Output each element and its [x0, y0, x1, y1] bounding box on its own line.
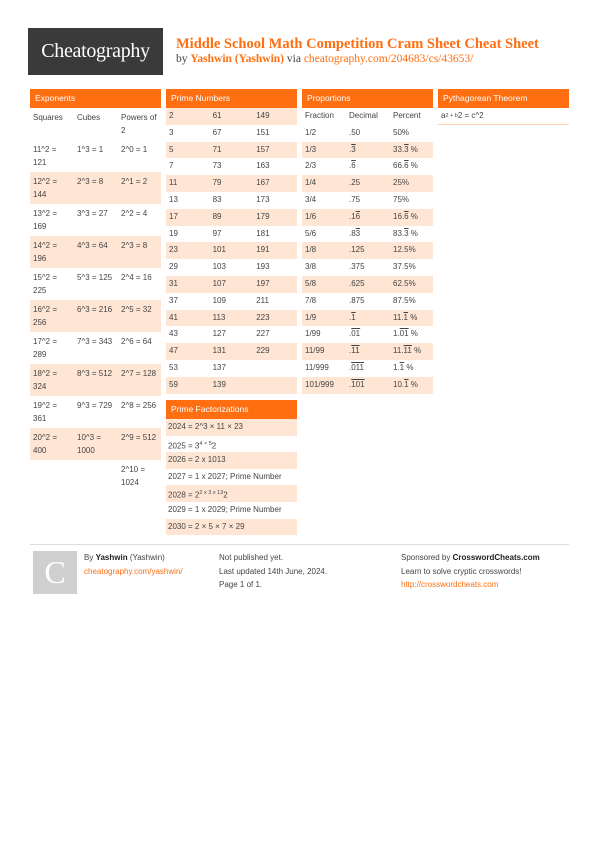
table-cell: 139 — [212, 379, 226, 389]
table-cell: 1^3 = 1 — [77, 145, 104, 154]
table-cell: 2^5 = 32 — [121, 305, 152, 314]
table-row — [166, 360, 297, 377]
table-cell: 15^2 = 225 — [33, 273, 57, 295]
percent-cell: 1.1 % — [393, 362, 414, 372]
percent-cell: 25% — [393, 178, 410, 188]
table-row — [30, 204, 161, 236]
percent-cell: 83.3 % — [393, 228, 418, 238]
table-cell: 191 — [256, 245, 270, 255]
decimal-cell: .011 — [349, 362, 364, 372]
factorization-2025: $2025 = 3^{4 \times 5}2$ — [168, 440, 217, 451]
percent-cell: 75% — [393, 194, 410, 204]
proportions-section — [302, 89, 433, 394]
factorization-2029: 2029 = 1 x 2029; Prime Number — [168, 504, 282, 514]
table-row — [302, 158, 433, 175]
decimal-cell: .625 — [349, 278, 365, 288]
percent-cell: 12.5% — [393, 245, 416, 255]
table-cell: 17 — [169, 211, 178, 221]
table-cell: 2^0 = 1 — [121, 145, 148, 154]
table-row — [30, 396, 161, 428]
table-cell: 67 — [212, 127, 222, 137]
decimal-cell: .25 — [349, 178, 361, 188]
table-cell: 3^3 = 27 — [77, 209, 108, 218]
decimal-cell: .11 — [349, 346, 360, 356]
fraction-cell: 5/8 — [305, 278, 317, 288]
table-cell: 223 — [256, 312, 270, 322]
column-header: Decimal — [349, 111, 378, 120]
table-row — [30, 268, 161, 300]
table-row — [166, 175, 297, 192]
pythagorean-section — [438, 89, 569, 125]
sponsor-link[interactable]: http://crosswordcheats.com — [401, 580, 499, 589]
table-row — [166, 293, 297, 310]
table-cell: 5^3 = 125 — [77, 273, 113, 282]
table-cell: 20^2 = 400 — [33, 433, 57, 455]
fraction-cell: 1/2 — [305, 127, 317, 137]
table-cell: 13 — [169, 194, 178, 204]
footer-author-name[interactable]: Yashwin — [95, 553, 128, 562]
fraction-cell: 1/6 — [305, 211, 317, 221]
table-cell: 2^3 = 8 — [77, 177, 104, 186]
percent-cell: 66.6 % — [393, 161, 418, 171]
table-cell: 163 — [256, 161, 270, 171]
exponents-section — [30, 89, 161, 492]
table-cell: 47 — [169, 346, 178, 356]
table-row — [166, 469, 297, 486]
factorization-2026: 2026 = 2 x 1013 — [168, 455, 226, 465]
table-row — [166, 142, 297, 159]
table-cell: 5 — [169, 144, 174, 154]
factorization-2028: $2028 = 2^{2 x 3 x 13}2$ — [168, 490, 228, 501]
table-row — [166, 259, 297, 276]
footer-author — [84, 551, 183, 578]
table-cell: 37 — [169, 295, 178, 305]
table-row — [302, 142, 433, 159]
table-row — [302, 259, 433, 276]
table-cell: 73 — [212, 161, 222, 171]
table-row — [302, 326, 433, 343]
footer-sponsor — [401, 551, 540, 592]
table-cell: 127 — [212, 329, 226, 339]
fraction-cell: 11/999 — [305, 362, 329, 372]
table-row — [302, 343, 433, 360]
exponents-header-row — [30, 108, 161, 140]
table-cell: 18^2 = 324 — [33, 369, 57, 391]
table-cell: 16^2 = 256 — [33, 305, 57, 327]
fraction-cell: 1/3 — [305, 144, 317, 154]
fraction-cell: 3/8 — [305, 262, 317, 272]
decimal-cell: .6 — [349, 161, 356, 171]
table-row — [166, 326, 297, 343]
table-cell: 13^2 = 169 — [33, 209, 57, 231]
percent-cell: 11.1 % — [393, 312, 418, 322]
decimal-cell: .101 — [349, 379, 365, 389]
column-header: Cubes — [77, 113, 101, 122]
byline — [176, 53, 473, 65]
page-title: Middle School Math Competition Cram Sheet Cheat Sheet — [176, 36, 539, 52]
by-label: by — [176, 53, 188, 65]
table-cell — [30, 460, 74, 492]
table-cell — [253, 360, 297, 377]
table-cell: 2 — [169, 111, 174, 120]
table-cell: 197 — [256, 278, 270, 288]
table-cell: 11 — [169, 178, 178, 188]
table-cell: 8^3 = 512 — [77, 369, 113, 378]
table-row — [166, 125, 297, 142]
table-row — [30, 428, 161, 460]
footer-author-handle: (Yashwin) — [129, 553, 165, 562]
fraction-cell: 7/8 — [305, 295, 317, 305]
table-cell: 12^2 = 144 — [33, 177, 57, 199]
prime-factorizations-section — [166, 400, 297, 535]
decimal-cell: .3 — [349, 144, 356, 154]
table-cell: 151 — [256, 127, 270, 137]
column-header: Fraction — [305, 111, 334, 120]
table-row — [166, 502, 297, 519]
table-cell: 23 — [169, 245, 178, 255]
table-row — [166, 276, 297, 293]
table-row — [166, 343, 297, 360]
table-cell: 211 — [256, 295, 269, 305]
table-row — [166, 108, 297, 125]
table-cell: 2^10 = 1024 — [121, 465, 145, 487]
table-cell: 29 — [169, 262, 178, 272]
table-row — [302, 360, 433, 377]
fraction-cell: 2/3 — [305, 161, 317, 171]
table-cell: 19^2 = 361 — [33, 401, 57, 423]
table-cell: 71 — [212, 144, 222, 154]
fraction-cell: 1/4 — [305, 178, 317, 188]
table-cell: 53 — [169, 362, 178, 372]
table-cell: 17^2 = 289 — [33, 337, 57, 359]
table-row — [30, 300, 161, 332]
table-row — [302, 125, 433, 142]
table-cell: 2^9 = 512 — [121, 433, 157, 442]
table-cell: 31 — [169, 278, 178, 288]
decimal-cell: .83 — [349, 228, 361, 238]
published-status: Not published yet. — [219, 553, 284, 562]
decimal-cell: .875 — [349, 295, 365, 305]
table-cell: 79 — [212, 178, 222, 188]
prime-factorizations-heading: Prime Factorizations — [166, 400, 297, 419]
percent-cell: 10.1 % — [393, 379, 418, 389]
table-row — [166, 436, 297, 453]
table-cell: 41 — [169, 312, 178, 322]
table-row — [166, 209, 297, 226]
table-cell: 113 — [212, 312, 226, 322]
table-row — [302, 192, 433, 209]
table-cell: 10^3 = 1000 — [77, 433, 101, 455]
table-cell: 9^3 = 729 — [77, 401, 113, 410]
table-row — [30, 460, 161, 492]
fraction-cell: 1/9 — [305, 312, 317, 322]
percent-cell: 62.5% — [393, 278, 416, 288]
fraction-cell: 3/4 — [305, 194, 317, 204]
table-row — [302, 226, 433, 243]
decimal-cell: .375 — [349, 262, 365, 272]
table-cell: 131 — [212, 346, 226, 356]
decimal-cell: .01 — [349, 329, 361, 339]
table-cell: 2^6 = 64 — [121, 337, 152, 346]
footer-by-label: By — [84, 553, 94, 562]
fraction-cell: 1/99 — [305, 329, 321, 339]
table-cell: 2^3 = 8 — [121, 241, 148, 250]
table-row — [30, 332, 161, 364]
footer-author-link[interactable]: cheatography.com/yashwin/ — [84, 566, 183, 576]
factorization-2030: 2030 = 2 × 5 × 7 × 29 — [168, 521, 245, 531]
footer-publish-info — [219, 551, 327, 592]
table-cell: 61 — [212, 111, 222, 120]
table-row — [166, 452, 297, 469]
table-row — [166, 419, 297, 436]
decimal-cell: .125 — [349, 245, 365, 255]
percent-cell: 11.11 % — [393, 346, 422, 356]
table-row — [166, 377, 297, 394]
table-cell: 97 — [212, 228, 222, 238]
author-avatar[interactable]: C — [33, 551, 77, 594]
table-row — [302, 276, 433, 293]
table-row — [302, 209, 433, 226]
table-cell: 2^7 = 128 — [121, 369, 157, 378]
table-cell: 137 — [212, 362, 226, 372]
percent-cell: 33.3 % — [393, 144, 418, 154]
table-row — [30, 364, 161, 396]
table-cell: 14^2 = 196 — [33, 241, 57, 263]
fraction-cell: 1/8 — [305, 245, 317, 255]
fraction-cell: 5/6 — [305, 228, 317, 238]
decimal-cell: .75 — [349, 194, 361, 204]
percent-cell: 37.5% — [393, 262, 416, 272]
author-link[interactable]: Yashwin (Yashwin) — [190, 53, 285, 65]
table-cell: 193 — [256, 262, 270, 272]
table-cell: 229 — [256, 346, 270, 356]
percent-cell: 1.01 % — [393, 329, 418, 339]
table-cell: 11^2 = 121 — [33, 145, 57, 167]
decimal-cell: .16 — [349, 211, 361, 221]
decimal-cell: .50 — [349, 127, 361, 137]
table-row — [166, 242, 297, 259]
table-cell: 181 — [256, 228, 270, 238]
table-row — [302, 377, 433, 394]
footer-divider — [30, 544, 569, 545]
exponents-heading: Exponents — [30, 89, 161, 108]
table-row — [302, 242, 433, 259]
table-row — [166, 310, 297, 327]
table-row — [302, 293, 433, 310]
table-row — [30, 236, 161, 268]
table-row — [30, 140, 161, 172]
table-row — [166, 485, 297, 502]
column-header: Squares — [33, 113, 63, 122]
table-cell — [253, 377, 297, 394]
factorization-2027: 2027 = 1 x 2027; Prime Number — [168, 471, 282, 481]
column-header: Powers of 2 — [121, 113, 157, 135]
column-header: Percent — [393, 111, 421, 120]
table-cell: 173 — [256, 194, 270, 204]
table-cell: 109 — [212, 295, 226, 305]
table-cell: 43 — [169, 329, 178, 339]
table-cell: 7 — [169, 161, 174, 171]
sponsor-label: Sponsored by — [401, 553, 451, 562]
table-cell: 227 — [256, 329, 270, 339]
page-number: Page 1 of 1. — [219, 580, 263, 589]
proportions-heading: Proportions — [302, 89, 433, 108]
table-row — [166, 192, 297, 209]
sponsor-tagline: Learn to solve cryptic crosswords! — [401, 566, 522, 576]
sheet-url-link[interactable]: cheatography.com/204683/cs/43653/ — [303, 53, 474, 65]
table-cell — [74, 460, 118, 492]
percent-cell: 50% — [393, 127, 410, 137]
table-cell: 167 — [256, 178, 270, 188]
pythagorean-formula: a 2 + b 2 = c^2 — [438, 108, 569, 125]
decimal-cell: .1 — [349, 312, 356, 322]
table-cell: 103 — [212, 262, 226, 272]
percent-cell: 87.5% — [393, 295, 416, 305]
table-row — [166, 519, 297, 536]
proportions-header-row — [302, 108, 433, 125]
percent-cell: 16.6 % — [393, 211, 418, 221]
prime-numbers-section — [166, 89, 297, 394]
table-cell: 59 — [169, 379, 178, 389]
table-cell: 83 — [212, 194, 222, 204]
table-cell: 2^1 = 2 — [121, 177, 148, 186]
table-cell: 149 — [256, 111, 270, 120]
table-cell: 157 — [256, 144, 270, 154]
table-cell: 7^3 = 343 — [77, 337, 113, 346]
table-row — [302, 310, 433, 327]
fraction-cell: 101/999 — [305, 379, 334, 389]
table-cell: 89 — [212, 211, 222, 221]
table-cell: 6^3 = 216 — [77, 305, 113, 314]
via-label: via — [286, 53, 301, 65]
table-row — [166, 226, 297, 243]
table-row — [302, 175, 433, 192]
table-cell: 19 — [169, 228, 178, 238]
sponsor-name[interactable]: CrosswordCheats.com — [452, 553, 540, 562]
table-cell: 2^4 = 16 — [121, 273, 152, 282]
fraction-cell: 11/99 — [305, 346, 325, 356]
last-updated: Last updated 14th June, 2024. — [219, 566, 328, 576]
cheatography-logo[interactable]: Cheatography — [28, 28, 163, 75]
table-row — [30, 172, 161, 204]
factorization-2024: 2024 = 2^3 × 11 × 23 — [168, 422, 244, 431]
table-cell: 179 — [256, 211, 270, 221]
table-cell: 4^3 = 64 — [77, 241, 108, 250]
table-cell: 3 — [169, 127, 174, 137]
table-cell: 107 — [212, 278, 226, 288]
pythagorean-heading: Pythagorean Theorem — [438, 89, 569, 108]
table-cell: 2^2 = 4 — [121, 209, 148, 218]
prime-numbers-heading: Prime Numbers — [166, 89, 297, 108]
table-cell: 2^8 = 256 — [121, 401, 157, 410]
table-cell: 101 — [212, 245, 226, 255]
table-row — [166, 158, 297, 175]
